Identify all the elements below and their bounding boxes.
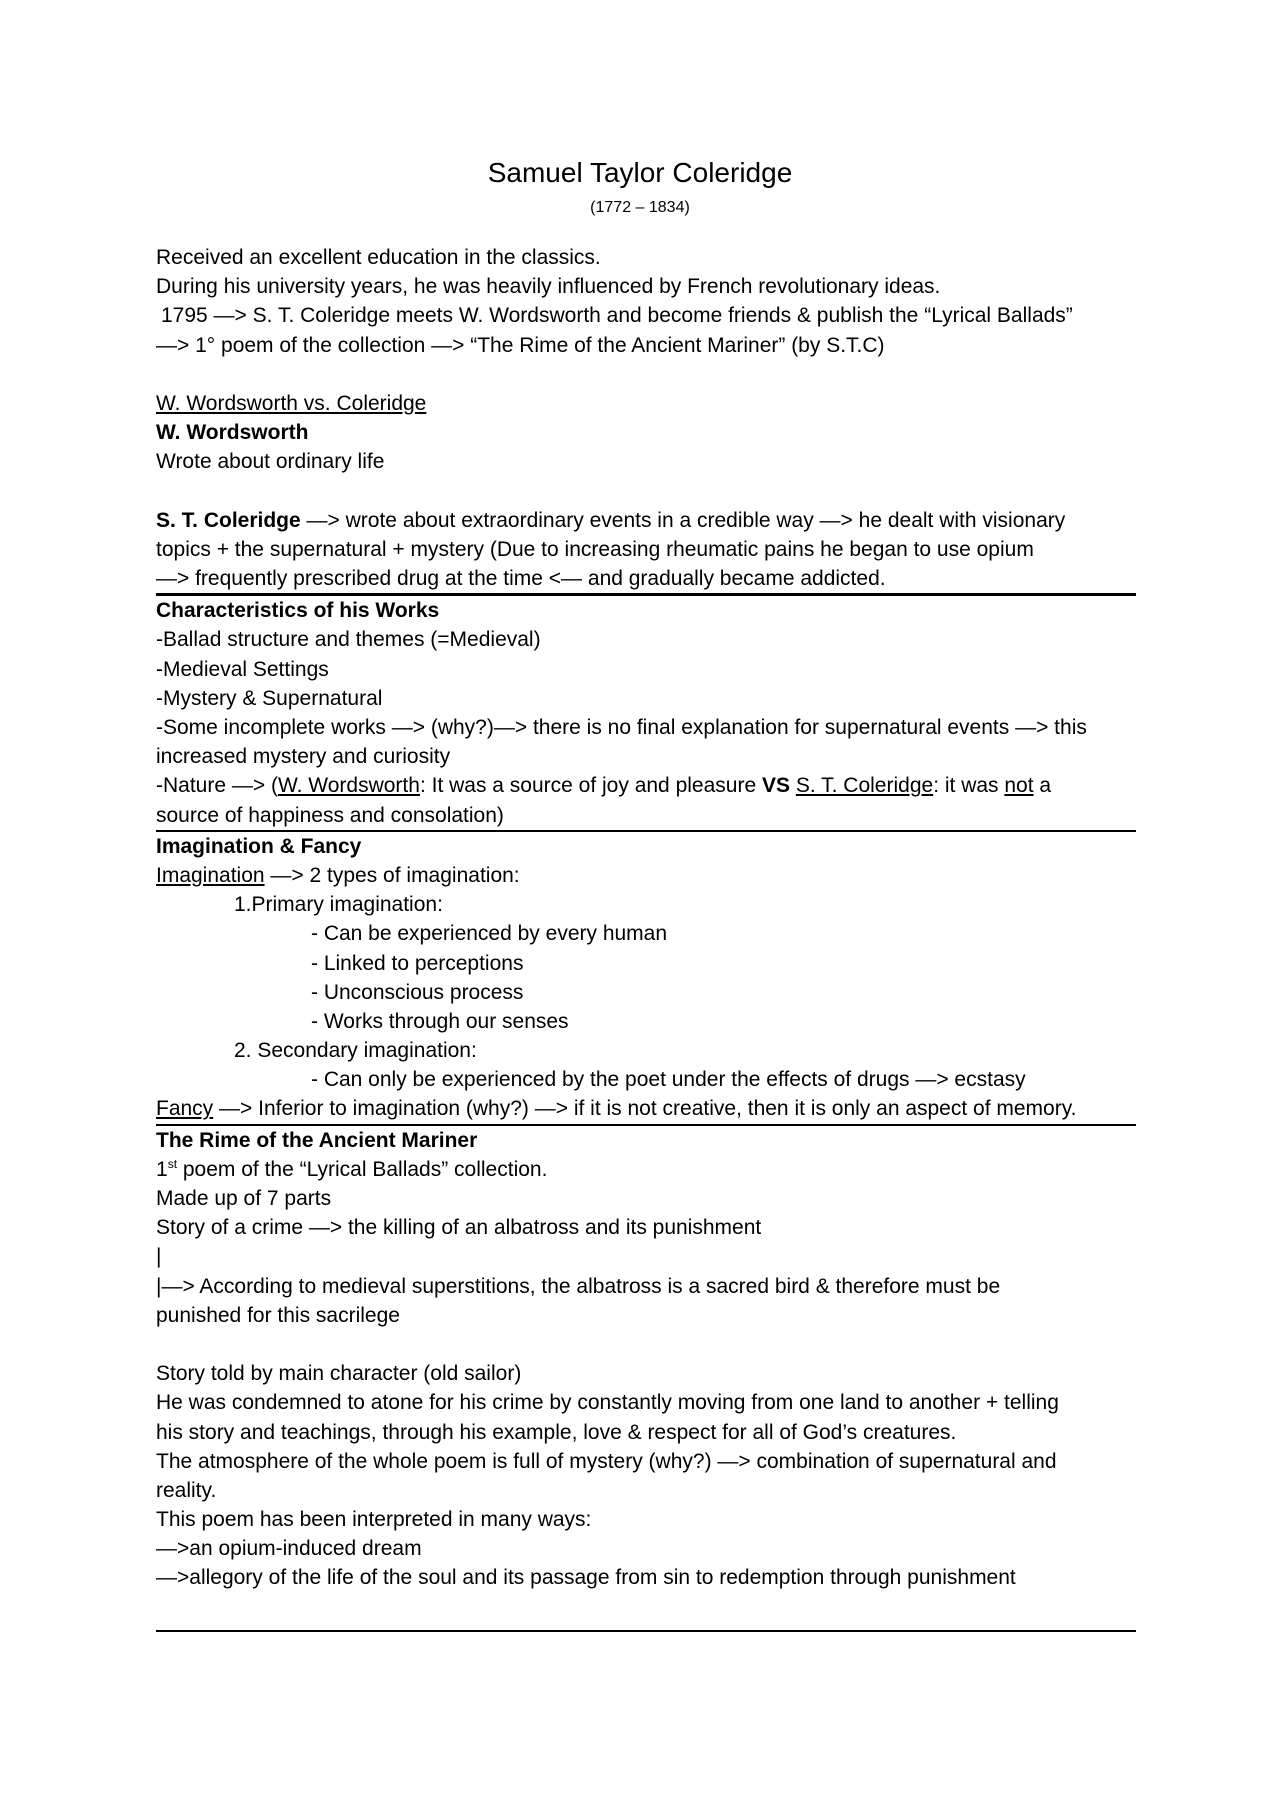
nature-vs: VS <box>761 774 790 798</box>
primary-imagination: 1.Primary imagination: <box>234 893 443 917</box>
intro-line: —> 1° poem of the collection —> “The Rime of the Ancient Mariner” (by S.T.C) <box>156 333 885 357</box>
blank-line <box>156 1330 1136 1359</box>
characteristics-item: -Ballad structure and themes (=Medieval) <box>156 628 541 652</box>
characteristics-item: -Medieval Settings <box>156 657 329 681</box>
imagination-word: Imagination <box>156 863 265 887</box>
rime-line: | <box>156 1245 162 1269</box>
coleridge-name: S. T. Coleridge <box>156 508 301 532</box>
characteristics-item: increased mystery and curiosity <box>156 745 451 769</box>
primary-item: - Can be experienced by every human <box>311 922 668 946</box>
coleridge-line <box>156 506 1136 535</box>
rime-line <box>156 1155 1136 1184</box>
rime-ordinal: 1 <box>156 1157 168 1181</box>
characteristics-item: -Some incomplete works —> (why?)—> there is no final explanation for supernatural events —> this <box>156 716 1087 739</box>
rime-line: reality. <box>156 1478 217 1502</box>
intro-line: 1795 —> S. T. Coleridge meets W. Wordsworth and become friends & publish the “Lyrical Ballads” <box>161 304 1073 328</box>
rime-line: his story and teachings, through his example, love & respect for all of God’s creatures. <box>156 1420 957 1444</box>
primary-item: - Works through our senses <box>311 1009 569 1033</box>
coleridge-line: topics + the supernatural + mystery (Due to increasing rheumatic pains he began to use opium <box>156 537 1034 561</box>
rime-line: He was condemned to atone for his crime by constantly moving from one land to another + telling <box>156 1391 1059 1415</box>
rime-line: —>an opium-induced dream <box>156 1537 422 1561</box>
nature-text: : It was a source of joy and pleasure <box>419 774 762 798</box>
rime-line: Story told by main character (old sailor) <box>156 1362 522 1386</box>
fancy-word: Fancy <box>156 1097 214 1121</box>
document-body <box>156 243 1136 1593</box>
imagination-heading: Imagination & Fancy <box>156 834 362 858</box>
blank-line <box>156 477 1136 506</box>
page-title: Samuel Taylor Coleridge <box>487 157 793 188</box>
coleridge-text: —> wrote about extraordinary events in a credible way —> he dealt with visionary <box>300 508 1066 532</box>
rime-heading: The Rime of the Ancient Mariner <box>156 1128 478 1152</box>
rime-line: Made up of 7 parts <box>156 1187 332 1210</box>
rime-line: |—> According to medieval superstitions, the albatross is a sacred bird & therefore must be <box>156 1274 1001 1298</box>
section-divider <box>156 1630 1136 1632</box>
nature-text: a <box>1033 774 1052 798</box>
imagination-line <box>156 861 1136 890</box>
wordsworth-text: Wrote about ordinary life <box>156 450 385 474</box>
nature-not: not <box>1004 774 1034 798</box>
primary-item: - Unconscious process <box>311 980 524 1004</box>
characteristics-heading: Characteristics of his Works <box>156 599 440 623</box>
primary-item: - Linked to perceptions <box>311 951 524 975</box>
secondary-imagination: 2. Secondary imagination: <box>234 1039 477 1063</box>
rime-text: poem of the “Lyrical Ballads” collection. <box>177 1157 548 1181</box>
rime-ordinal-suffix: st <box>167 1156 178 1171</box>
secondary-item: - Can only be experienced by the poet under the effects of drugs —> ecstasy <box>311 1068 1026 1092</box>
nature-coleridge: S. T. Coleridge <box>795 774 934 798</box>
characteristics-item: -Mystery & Supernatural <box>156 686 383 710</box>
blank-line <box>156 360 1136 389</box>
rime-line: This poem has been interpreted in many ways: <box>156 1508 592 1532</box>
rime-line: The atmosphere of the whole poem is full of mystery (why?) —> combination of supernatural and <box>156 1449 1057 1473</box>
rime-line: Story of a crime —> the killing of an albatross and its punishment <box>156 1216 762 1240</box>
wordsworth-heading: W. Wordsworth <box>156 421 309 445</box>
intro-line: Received an excellent education in the classics. <box>156 246 601 269</box>
nature-text: -Nature —> ( <box>156 774 278 798</box>
fancy-line <box>156 1094 1136 1125</box>
nature-line: source of happiness and consolation) <box>156 801 1136 832</box>
fancy-text: —> Inferior to imagination (why?) —> if it is not creative, then it is only an aspect of memory. <box>213 1097 1077 1121</box>
rime-line: —>allegory of the life of the soul and its passage from sin to redemption through punishment <box>156 1566 1016 1590</box>
nature-line <box>156 771 1136 800</box>
intro-line: During his university years, he was heavily influenced by French revolutionary ideas. <box>156 275 941 299</box>
imagination-text: —> 2 types of imagination: <box>264 863 520 887</box>
comparison-heading: W. Wordsworth vs. Coleridge <box>156 391 427 415</box>
page-subtitle-dates: (1772 – 1834) <box>590 199 690 216</box>
rime-line: punished for this sacrilege <box>156 1303 400 1327</box>
coleridge-line: —> frequently prescribed drug at the time <— and gradually became addicted. <box>156 564 1136 596</box>
nature-wordsworth: W. Wordsworth <box>277 774 420 798</box>
nature-text: : it was <box>933 774 1005 798</box>
